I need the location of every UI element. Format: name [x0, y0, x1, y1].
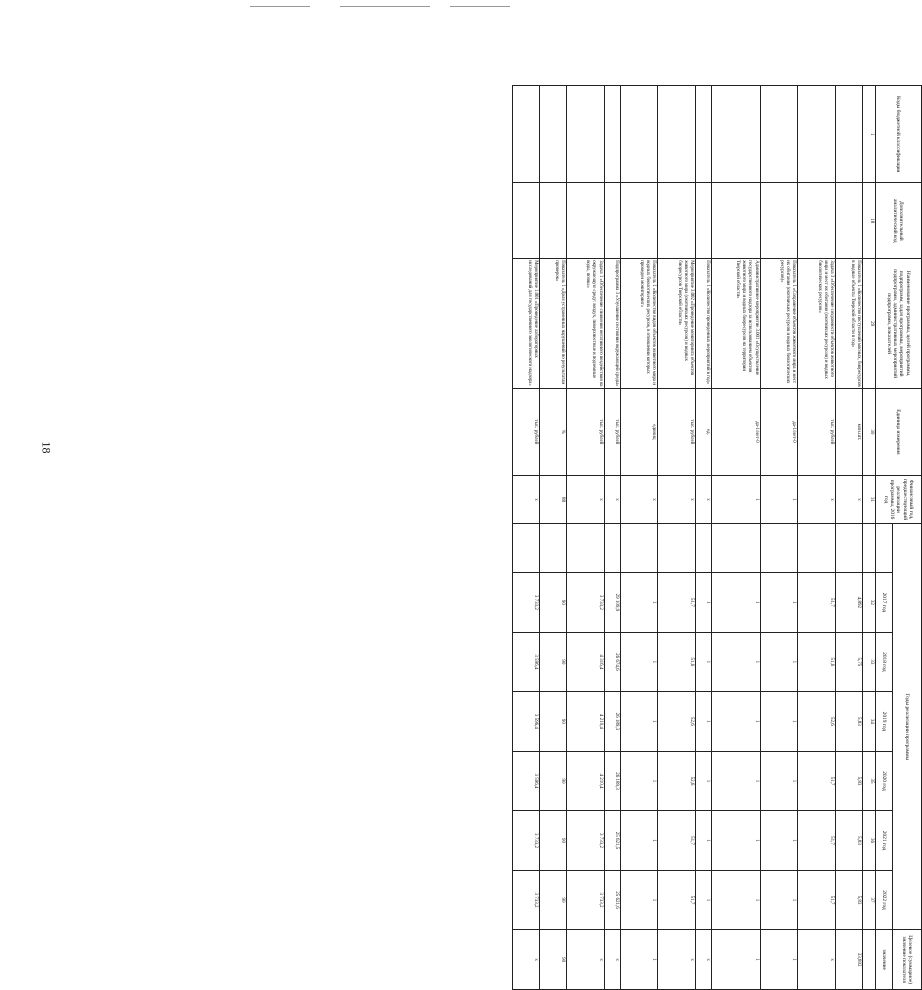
- row-name: Административное мероприятие 3.001 «Осуществление государственного надзора за использованием объектов животного мира и водных биоресурсов на территории Тверской области»: [712, 259, 761, 389]
- code-cell: [539, 86, 566, 183]
- row-target-value: 1: [760, 930, 798, 990]
- row-unit: да-1/нет-0: [712, 389, 761, 476]
- row-year-value: 51,7: [658, 870, 696, 930]
- row-base-value: x: [566, 475, 604, 524]
- row-year-value: 52,6: [658, 751, 696, 811]
- row-target-value: x: [513, 930, 540, 990]
- name-header: Наименование программы, целей программы, подпрограмм, задач программы, мероприятий подпрограмм, административных мероприятий подпрограмм, показателей: [875, 259, 921, 389]
- row-base-value: x: [604, 475, 620, 524]
- table-row: [566, 86, 604, 990]
- years-group-header: Годы реализации программы: [892, 524, 921, 930]
- row-year-value: 51,7: [798, 870, 836, 930]
- code-cell: [760, 86, 798, 183]
- col-number: 31: [862, 475, 875, 524]
- row-base-value: 1: [712, 475, 761, 524]
- row-year-value: 1: [620, 811, 658, 871]
- row-name: Показатель 1 «Количество проведенных мероприятий в год»: [696, 259, 712, 389]
- row-year-value: 3 733,2: [513, 573, 540, 633]
- row-base-value: x: [798, 475, 836, 524]
- row-year-value: 1: [696, 870, 712, 930]
- col-number: 36: [862, 811, 875, 871]
- row-base-value: x: [836, 475, 863, 524]
- table-row: [836, 86, 863, 990]
- row-year-value: 1: [620, 632, 658, 692]
- col-number: 1: [862, 86, 875, 183]
- row-year-value: 1: [620, 751, 658, 811]
- row-name: Показатель 1 «Количество видов объектов животного мира и водных биологических ресурсов, в отношении которых проведен мониторинг»: [620, 259, 658, 389]
- addl-code-cell: [836, 183, 863, 259]
- table-row: [712, 86, 761, 990]
- col-number: 33: [862, 632, 875, 692]
- row-year-value: 26 674,6: [604, 632, 620, 692]
- spacer-cell: [513, 524, 540, 573]
- row-year-value: 1: [712, 751, 761, 811]
- year-header: 2020 год: [875, 751, 892, 811]
- table-row: [539, 86, 566, 990]
- col-number: 29: [862, 259, 875, 389]
- row-year-value: 51,6: [798, 632, 836, 692]
- table-row: [696, 86, 712, 990]
- row-target-value: x: [566, 930, 604, 990]
- row-base-value: 88: [539, 475, 566, 524]
- row-year-value: 90: [539, 811, 566, 871]
- code-cell: [566, 86, 604, 183]
- codes-classifier-header: Коды бюджетной классификации: [875, 86, 921, 183]
- row-year-value: 1: [620, 692, 658, 752]
- spacer-cell: [712, 524, 761, 573]
- row-year-value: 1: [620, 573, 658, 633]
- row-year-value: 3 733,2: [513, 870, 540, 930]
- row-year-value: 5,75: [836, 632, 863, 692]
- year-header: 2021 год: [875, 811, 892, 871]
- code-cell: [712, 86, 761, 183]
- row-target-value: x: [604, 930, 620, 990]
- row-base-value: 1: [760, 475, 798, 524]
- row-unit: ед.: [696, 389, 712, 476]
- row-year-value: 5,83: [836, 811, 863, 871]
- row-year-value: 26 189,3: [604, 692, 620, 752]
- row-year-value: 5,83: [836, 870, 863, 930]
- row-year-value: 1: [760, 632, 798, 692]
- addl-code-cell: [760, 183, 798, 259]
- row-unit: тыс. рублей: [566, 389, 604, 476]
- row-year-value: 3 733,2: [566, 573, 604, 633]
- row-unit: млн.шт.: [836, 389, 863, 476]
- addl-code-cell: [712, 183, 761, 259]
- row-name: Показатель 1 «Количество поступлений мясных, биоресурсов в водные объекты Тверской области в год»: [836, 259, 863, 389]
- spacer-cell: [539, 524, 566, 573]
- row-year-value: 52,6: [658, 692, 696, 752]
- row-year-value: 1: [760, 573, 798, 633]
- col-number: 18: [862, 183, 875, 259]
- row-unit: %: [539, 389, 566, 476]
- row-year-value: 4,892: [836, 573, 863, 633]
- row-target-value: x: [798, 930, 836, 990]
- row-year-value: 1: [712, 692, 761, 752]
- addl-code-cell: [604, 183, 620, 259]
- row-year-value: 1: [712, 573, 761, 633]
- page-number: 18: [39, 441, 54, 454]
- row-year-value: 3 596,4: [513, 632, 540, 692]
- addl-code-cell: [696, 183, 712, 259]
- row-year-value: 90: [539, 751, 566, 811]
- addl-code-cell: [566, 183, 604, 259]
- year-header: 2022 год: [875, 870, 892, 930]
- row-year-value: 1: [712, 811, 761, 871]
- row-year-value: 51,7: [798, 811, 836, 871]
- col-number: 32: [862, 573, 875, 633]
- spacer-cell: [604, 524, 620, 573]
- spacer-cell: [696, 524, 712, 573]
- row-year-value: 5,83: [836, 751, 863, 811]
- row-year-value: 1: [620, 870, 658, 930]
- row-name: Подпрограмма 3 «Улучшение состояния окружающей среды»: [604, 259, 620, 389]
- row-year-value: 90: [539, 573, 566, 633]
- spacer-cell: [620, 524, 658, 573]
- target-sub-header: значение: [875, 930, 892, 990]
- row-year-value: 51,7: [658, 811, 696, 871]
- row-target-value: 90: [539, 930, 566, 990]
- row-base-value: x: [620, 475, 658, 524]
- row-unit: единиц: [620, 389, 658, 476]
- year-header: 2018 год: [875, 632, 892, 692]
- row-year-value: 1: [760, 692, 798, 752]
- row-unit: тыс. рублей: [658, 389, 696, 476]
- col-number: 35: [862, 751, 875, 811]
- row-year-value: 1: [760, 811, 798, 871]
- row-year-value: 1: [696, 692, 712, 752]
- row-year-value: 5,83: [836, 692, 863, 752]
- row-name: Показатель 1 «Доля устраненных нарушений по результатам проверок»: [539, 259, 566, 389]
- table-row: [658, 86, 696, 990]
- row-base-value: x: [696, 475, 712, 524]
- addl-code-cell: [798, 183, 836, 259]
- table-row: [620, 86, 658, 990]
- row-year-value: 90: [539, 692, 566, 752]
- year-header: 2017 год: [875, 573, 892, 633]
- row-unit: тыс. рублей: [798, 389, 836, 476]
- row-unit: да-1/нет-0: [760, 389, 798, 476]
- year-header: 2019 год: [875, 692, 892, 752]
- row-year-value: 1: [712, 870, 761, 930]
- row-year-value: 26 189,3: [604, 751, 620, 811]
- row-target-value: x: [658, 930, 696, 990]
- row-name: Задача 1 «Обеспечение снижения негативного воздействия на окружающую среду: воздух, поверхностные и подземные воды, почвы»: [566, 259, 604, 389]
- code-cell: [620, 86, 658, 183]
- scan-artifact: [450, 6, 510, 7]
- row-year-value: 3 733,2: [513, 811, 540, 871]
- row-year-value: 4 210,4: [566, 751, 604, 811]
- row-year-value: 3 733,2: [566, 811, 604, 871]
- row-year-value: 90: [539, 870, 566, 930]
- row-unit: тыс. рублей: [513, 389, 540, 476]
- program-table: [512, 85, 922, 990]
- row-name: Мероприятие 3.002 «Проведение мониторинга объектов животного мира (охотничьих ресурсов) и водных биоресурсов Тверской области»: [658, 259, 696, 389]
- addl-code-cell: [539, 183, 566, 259]
- row-year-value: 3 596,4: [513, 751, 540, 811]
- table-row: [760, 86, 798, 990]
- row-base-value: x: [658, 475, 696, 524]
- addl-code-cell: [620, 183, 658, 259]
- row-year-value: 4 316,4: [566, 632, 604, 692]
- col-number: 37: [862, 870, 875, 930]
- addl-classifier-header: Дополнительный аналитический код: [875, 183, 921, 259]
- row-year-value: 90: [539, 632, 566, 692]
- row-target-value: x: [696, 930, 712, 990]
- row-year-value: 3 733,2: [566, 870, 604, 930]
- row-year-value: 51,7: [798, 573, 836, 633]
- row-target-value: 1: [620, 930, 658, 990]
- code-cell: [696, 86, 712, 183]
- table-row: [604, 86, 620, 990]
- row-year-value: 29 109,9: [604, 573, 620, 633]
- row-base-value: x: [513, 475, 540, 524]
- row-year-value: 1: [760, 870, 798, 930]
- code-cell: [604, 86, 620, 183]
- row-target-value: 1: [712, 930, 761, 990]
- scan-artifact: [340, 6, 430, 7]
- spacer-cell: [836, 524, 863, 573]
- row-year-value: 4 210,4: [566, 692, 604, 752]
- row-unit: тыс. рублей: [604, 389, 620, 476]
- row-year-value: 51,7: [798, 751, 836, 811]
- code-cell: [836, 86, 863, 183]
- target-header: Целевое (суммарное) значение показателя: [892, 930, 921, 990]
- row-year-value: 52,6: [798, 692, 836, 752]
- addl-code-cell: [658, 183, 696, 259]
- row-year-value: 51,6: [658, 632, 696, 692]
- row-year-value: 1: [696, 751, 712, 811]
- row-name: Задача 3 «Обеспечение сохранности объектов животного мира и мест их обитания (охотничьих ресурсов) и водных биологических ресурсов»: [798, 259, 836, 389]
- col-number: 34: [862, 692, 875, 752]
- row-year-value: 51,7: [658, 573, 696, 633]
- unit-header: Единица измерения: [875, 389, 921, 476]
- code-cell: [798, 86, 836, 183]
- row-year-value: 25 621,5: [604, 811, 620, 871]
- scan-artifact: [250, 6, 310, 7]
- row-year-value: 3 596,4: [513, 692, 540, 752]
- spacer-cell: [566, 524, 604, 573]
- row-year-value: 1: [696, 573, 712, 633]
- col-number: 30: [862, 389, 875, 476]
- row-target-value: 33,802: [836, 930, 863, 990]
- table-row: [513, 86, 540, 990]
- table-body: [513, 86, 863, 990]
- table-row: [798, 86, 836, 990]
- spacer-cell: [658, 524, 696, 573]
- spacer-cell: [798, 524, 836, 573]
- rotated-table-frame: [512, 85, 922, 990]
- spacer-cell: [760, 524, 798, 573]
- row-year-value: 1: [712, 632, 761, 692]
- row-year-value: 1: [696, 811, 712, 871]
- base-year-header: Финансовый год, предшествующий реализации программы, 2016 год: [875, 475, 921, 524]
- code-cell: [658, 86, 696, 183]
- code-cell: [513, 86, 540, 183]
- row-year-value: 1: [760, 751, 798, 811]
- row-year-value: 1: [696, 632, 712, 692]
- row-name: Показатель 1 «Сохранение объектов животного мира и мест их обитания (охотничьих ресурсов и водных биологических ресурсов)»: [760, 259, 798, 389]
- addl-code-cell: [513, 183, 540, 259]
- row-year-value: 25 621,6: [604, 870, 620, 930]
- row-name: Мероприятие 1.001 «Проведение лабораторных исследований для государственного экологического надзора»: [513, 259, 540, 389]
